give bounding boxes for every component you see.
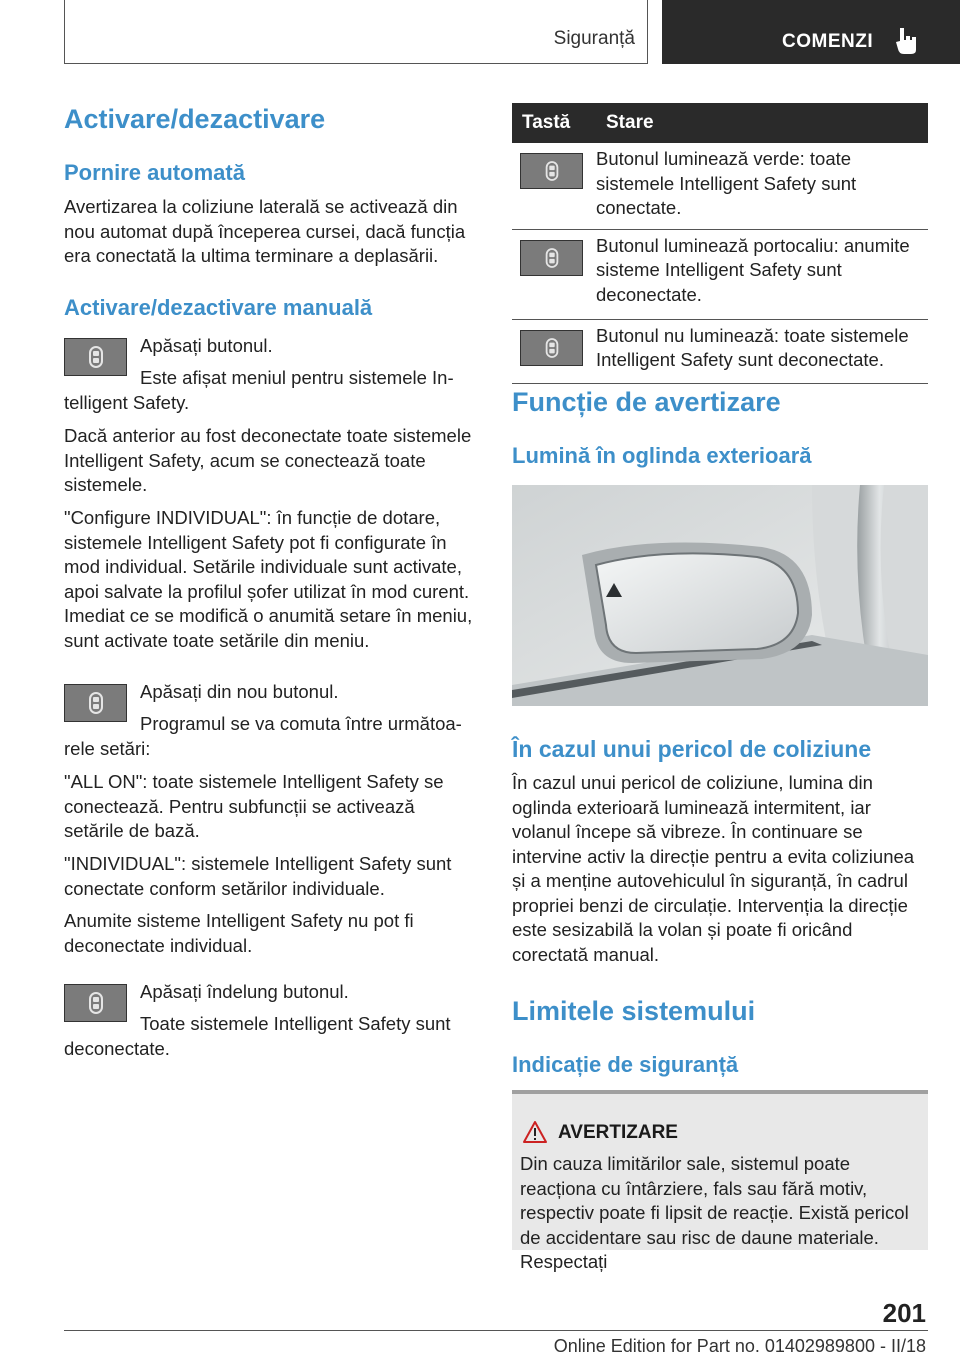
header-section-label: Siguranță (553, 28, 635, 49)
warning-title: AVERTIZARE (558, 1122, 678, 1143)
intelligent-safety-button-image (64, 338, 127, 376)
intelligent-safety-button-icon (543, 161, 561, 181)
step2-paragraph3: "INDIVIDUAL": sistemele Intelligent Safety sunt conectate conform setărilor individuale. (64, 853, 452, 899)
header-section-box (64, 0, 648, 64)
table-header-status: Stare (596, 103, 928, 143)
warning-triangle-icon (522, 1120, 548, 1144)
heading-safety-note: Indicație de siguranță (512, 1052, 739, 1077)
intelligent-safety-button-icon (543, 248, 561, 268)
step1-paragraph2: Dacă anterior au fost deconectate toate sistemele Intelligent Safety, acum se conectează toate sistemele. (64, 425, 472, 495)
auto-start-text: Avertizarea la coliziune laterală se activează din nou automat după începerea cursei, dacă funcția era conectată la ultima terminare a deplasării. (64, 196, 466, 266)
heading-mirror-light: Lumină în oglinda exterioară (512, 443, 812, 468)
step2-paragraph4: Anumite sisteme Intelligent Safety nu pot fi deconectate individual. (64, 910, 414, 956)
heading-system-limits: Limitele sistemului (512, 996, 756, 1026)
intelligent-safety-button-image (520, 240, 583, 276)
intelligent-safety-button-icon (86, 992, 106, 1014)
table-row (512, 319, 928, 383)
intelligent-safety-button-icon (86, 346, 106, 368)
step2-paragraph2: "ALL ON": toate sistemele Intelligent Safety se conectează. Pentru subfuncții se activează setările de bază. (64, 771, 444, 841)
step2-line2: Programul se va comuta între următoa- (140, 713, 462, 734)
heading-collision-danger: În cazul unui pericol de coliziune (512, 736, 872, 762)
intelligent-safety-button-icon (86, 692, 106, 714)
table-cell-status: Butonul luminează portocaliu: anumite sisteme Intelligent Safety sunt deconectate. (596, 229, 928, 319)
heading-auto-start: Pornire automată (64, 160, 245, 185)
exterior-mirror-illustration (512, 485, 928, 706)
step1-paragraph3: "Configure INDIVIDUAL": în funcție de dotare, sistemele Intelligent Safety pot fi configurate în mod individual. Setările individuale sunt activate, apoi salvate la profilul șofer utilizat în mod curent. Imediat ce se modifică o anumită setare în meniu, sunt activate toate setările din meniu. (64, 507, 473, 651)
step1-line1: Apăsați butonul. (140, 335, 273, 356)
warning-text: Din cauza limitărilor sale, sistemul poate reacționa cu întârziere, fals sau fără motiv, respectiv poate fi lipsit de reacție. Există pericol de accidentare sau risc de daune materiale. Respectați (520, 1153, 909, 1272)
table-header-row (512, 103, 928, 143)
table-row (512, 229, 928, 319)
warning-box (512, 1090, 928, 1272)
footer-divider (64, 1330, 928, 1331)
step3-line2: Toate sistemele Intelligent Safety sunt (140, 1013, 451, 1034)
intelligent-safety-button-image (520, 330, 583, 366)
intelligent-safety-button-image (520, 153, 583, 189)
heading-manual: Activare/dezactivare manuală (64, 295, 373, 320)
table-cell-status: Butonul nu luminează: toate sistemele Intelligent Safety sunt deconectate. (596, 319, 928, 383)
button-status-table (512, 103, 928, 384)
heading-warning-function: Funcție de avertizare (512, 387, 781, 417)
header-chapter-label: COMENZI (782, 31, 874, 52)
step1-rest: telligent Safety. (64, 392, 190, 413)
table-cell-status: Butonul luminează verde: toate sistemele Intelligent Safety sunt conectate. (596, 143, 928, 229)
intelligent-safety-button-image (64, 984, 127, 1022)
table-row (512, 143, 928, 229)
intelligent-safety-button-icon (543, 338, 561, 358)
pointing-hand-icon (894, 26, 920, 56)
step1-line2: Este afișat meniul pentru sistemele In- (140, 367, 454, 388)
table-header-key: Tastă (512, 103, 596, 143)
step3-rest: deconectate. (64, 1038, 170, 1059)
heading-activation: Activare/dezactivare (64, 104, 326, 134)
footer-edition: Online Edition for Part no. 01402989800 - II/18 (553, 1336, 926, 1356)
step3-line1: Apăsați îndelung butonul. (140, 981, 349, 1002)
step2-rest: rele setări: (64, 738, 151, 759)
intelligent-safety-button-image (64, 684, 127, 722)
collision-danger-text: În cazul unui pericol de coliziune, lumina din oglinda exterioară luminează intermitent, iar volanul începe să vibreze. În continuare se intervine activ la direcție pentru a evita coliziunea și a menține autovehiculul în siguranță, în cadrul propriei benzi de circulație. Intervenția la direcție este sesizabilă la volan și poate fi oricând corectată manual. (512, 772, 915, 965)
page-number: 201 (882, 1298, 926, 1328)
step2-line1: Apăsați din nou butonul. (140, 681, 339, 702)
